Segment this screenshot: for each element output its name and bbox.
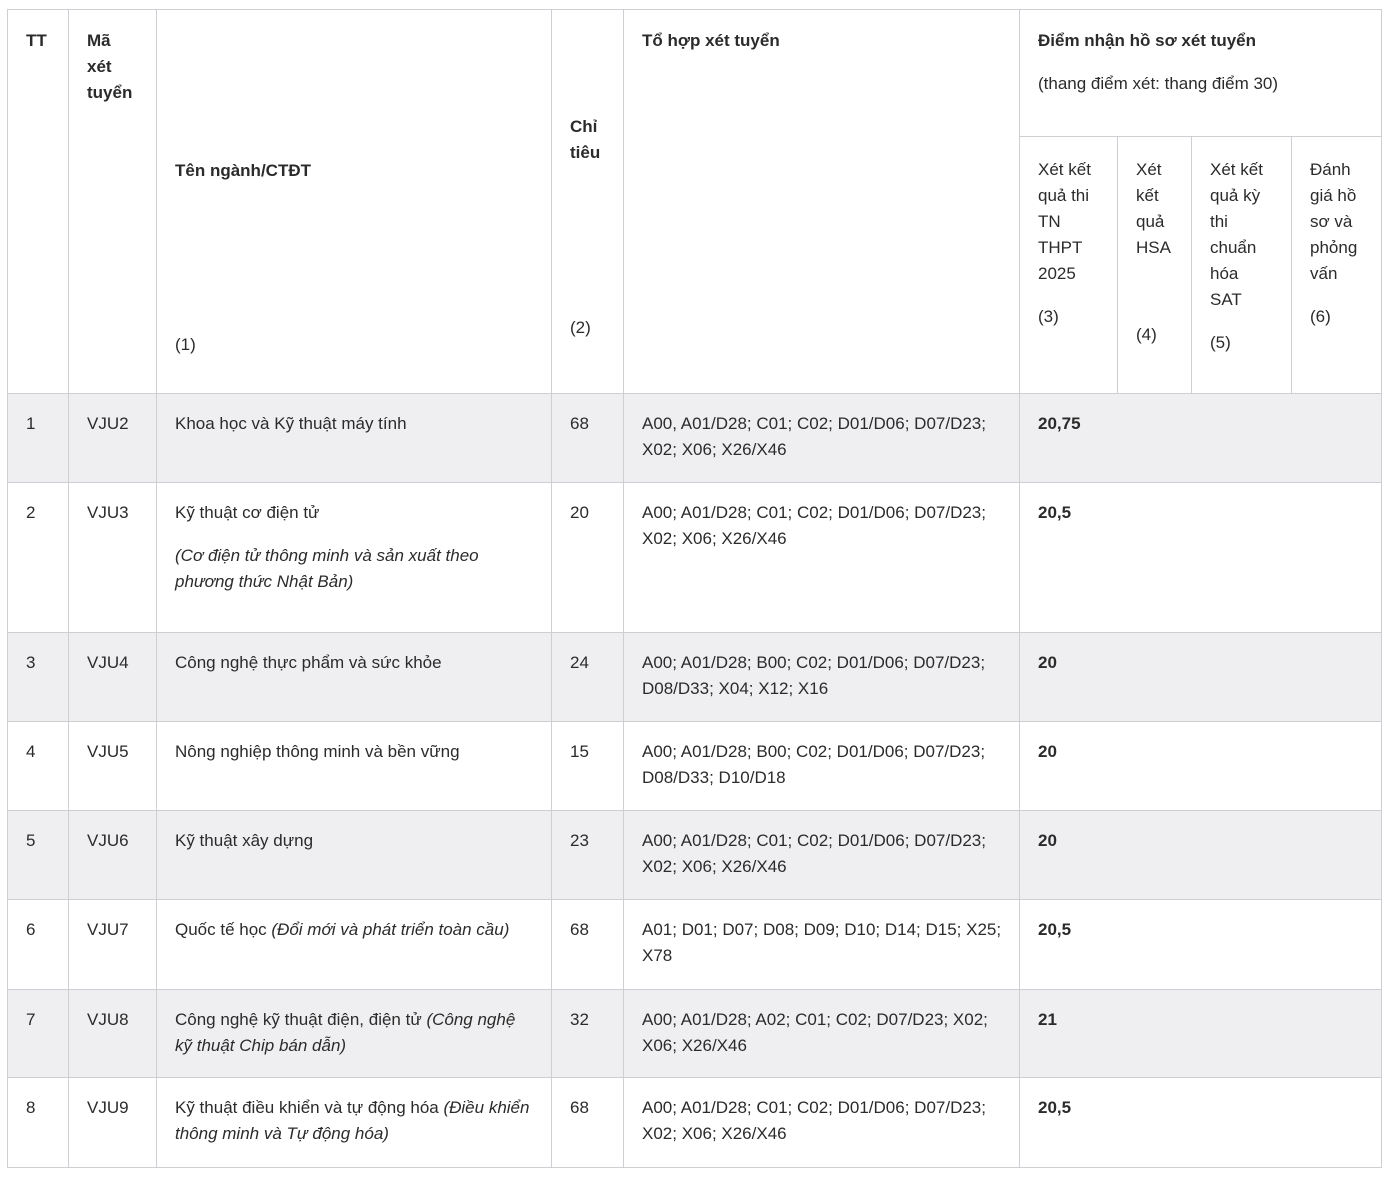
table-row: [8, 990, 1382, 1078]
ten-nganh-note: (Đổi mới và phát triển toàn cầu): [271, 920, 510, 939]
cell-to-hop: A00; A01/D28; C01; C02; D01/D06; D07/D23; X02; X06; X26/X46: [624, 1078, 1020, 1168]
cell-chi-tieu: 15: [552, 722, 624, 811]
cell-chi-tieu: 68: [552, 900, 624, 990]
cell-to-hop: A00; A01/D28; B00; C02; D01/D06; D07/D23; D08/D33; X04; X12; X16: [624, 633, 1020, 722]
header-tt: TT: [8, 10, 69, 394]
cell-ma: VJU9: [69, 1078, 157, 1168]
cell-ten-nganh: Kỹ thuật xây dựng: [157, 811, 552, 900]
cell-ten-nganh: Nông nghiệp thông minh và bền vững: [157, 722, 552, 811]
ten-nganh-note: (Công nghệ kỹ thuật Chip bán dẫn): [175, 1010, 516, 1055]
cell-diem: 20: [1020, 811, 1382, 900]
admission-table: [7, 9, 1382, 1168]
cell-ten-nganh: Kỹ thuật điều khiển và tự động hóa (Điều khiển thông minh và Tự động hóa): [157, 1078, 552, 1168]
header-ma-xet-tuyen: Mã xét tuyển: [69, 10, 157, 394]
cell-ten-nganh: Kỹ thuật cơ điện tử (Cơ điện tử thông minh và sản xuất theo phương thức Nhật Bản): [157, 483, 552, 633]
header-to-hop: Tổ hợp xét tuyển: [624, 10, 1020, 394]
cell-tt: 2: [8, 483, 69, 633]
table-row: [8, 483, 1382, 633]
subheader-tn-thpt: Xét kết quả thi TN THPT 2025 (3): [1020, 137, 1118, 394]
table-row: [8, 394, 1382, 483]
table-row: [8, 900, 1382, 990]
cell-diem: 21: [1020, 990, 1382, 1078]
table-row: [8, 633, 1382, 722]
table-row: [8, 722, 1382, 811]
subheader-hsa: Xét kết quả HSA (4): [1118, 137, 1192, 394]
cell-ma: VJU2: [69, 394, 157, 483]
cell-chi-tieu: 68: [552, 1078, 624, 1168]
cell-diem: 20,5: [1020, 900, 1382, 990]
cell-ten-nganh: Khoa học và Kỹ thuật máy tính: [157, 394, 552, 483]
cell-chi-tieu: 20: [552, 483, 624, 633]
admission-table-wrapper: [7, 9, 1381, 1168]
cell-to-hop: A01; D01; D07; D08; D09; D10; D14; D15; X25; X78: [624, 900, 1020, 990]
cell-ma: VJU4: [69, 633, 157, 722]
subheader-sat: Xét kết quả kỳ thi chuẩn hóa SAT (5): [1192, 137, 1292, 394]
table-row: [8, 811, 1382, 900]
cell-to-hop: A00, A01/D28; C01; C02; D01/D06; D07/D23; X02; X06; X26/X46: [624, 394, 1020, 483]
cell-diem: 20: [1020, 722, 1382, 811]
table-row: [8, 1078, 1382, 1168]
cell-diem: 20,5: [1020, 483, 1382, 633]
cell-chi-tieu: 68: [552, 394, 624, 483]
cell-ma: VJU3: [69, 483, 157, 633]
cell-tt: 6: [8, 900, 69, 990]
cell-tt: 4: [8, 722, 69, 811]
cell-to-hop: A00; A01/D28; A02; C01; C02; D07/D23; X02; X06; X26/X46: [624, 990, 1020, 1078]
cell-to-hop: A00; A01/D28; C01; C02; D01/D06; D07/D23; X02; X06; X26/X46: [624, 483, 1020, 633]
cell-ten-nganh: Quốc tế học (Đổi mới và phát triển toàn cầu): [157, 900, 552, 990]
header-diem-note: (thang điểm xét: thang điểm 30): [1038, 74, 1279, 93]
cell-chi-tieu: 23: [552, 811, 624, 900]
cell-tt: 1: [8, 394, 69, 483]
cell-diem: 20,75: [1020, 394, 1382, 483]
cell-ma: VJU6: [69, 811, 157, 900]
cell-ten-nganh: Công nghệ kỹ thuật điện, điện tử (Công nghệ kỹ thuật Chip bán dẫn): [157, 990, 552, 1078]
cell-tt: 8: [8, 1078, 69, 1168]
cell-diem: 20,5: [1020, 1078, 1382, 1168]
cell-tt: 5: [8, 811, 69, 900]
cell-chi-tieu: 32: [552, 990, 624, 1078]
cell-tt: 7: [8, 990, 69, 1078]
subheader-phong-van: Đánh giá hồ sơ và phỏng vấn (6): [1292, 137, 1382, 394]
cell-tt: 3: [8, 633, 69, 722]
cell-diem: 20: [1020, 633, 1382, 722]
cell-to-hop: A00; A01/D28; C01; C02; D01/D06; D07/D23; X02; X06; X26/X46: [624, 811, 1020, 900]
cell-ma: VJU5: [69, 722, 157, 811]
cell-ma: VJU8: [69, 990, 157, 1078]
header-diem-nhan-ho-so: Điểm nhận hồ sơ xét tuyển (thang điểm xét: thang điểm 30): [1020, 10, 1382, 137]
cell-to-hop: A00; A01/D28; B00; C02; D01/D06; D07/D23; D08/D33; D10/D18: [624, 722, 1020, 811]
header-ten-nganh: Tên ngành/CTĐT (1): [157, 10, 552, 394]
cell-ma: VJU7: [69, 900, 157, 990]
ten-nganh-note: (Điều khiển thông minh và Tự động hóa): [175, 1098, 530, 1143]
cell-ten-nganh: Công nghệ thực phẩm và sức khỏe: [157, 633, 552, 722]
ten-nganh-note: (Cơ điện tử thông minh và sản xuất theo phương thức Nhật Bản): [175, 546, 479, 591]
cell-chi-tieu: 24: [552, 633, 624, 722]
header-chi-tieu: Chỉ tiêu (2): [552, 10, 624, 394]
